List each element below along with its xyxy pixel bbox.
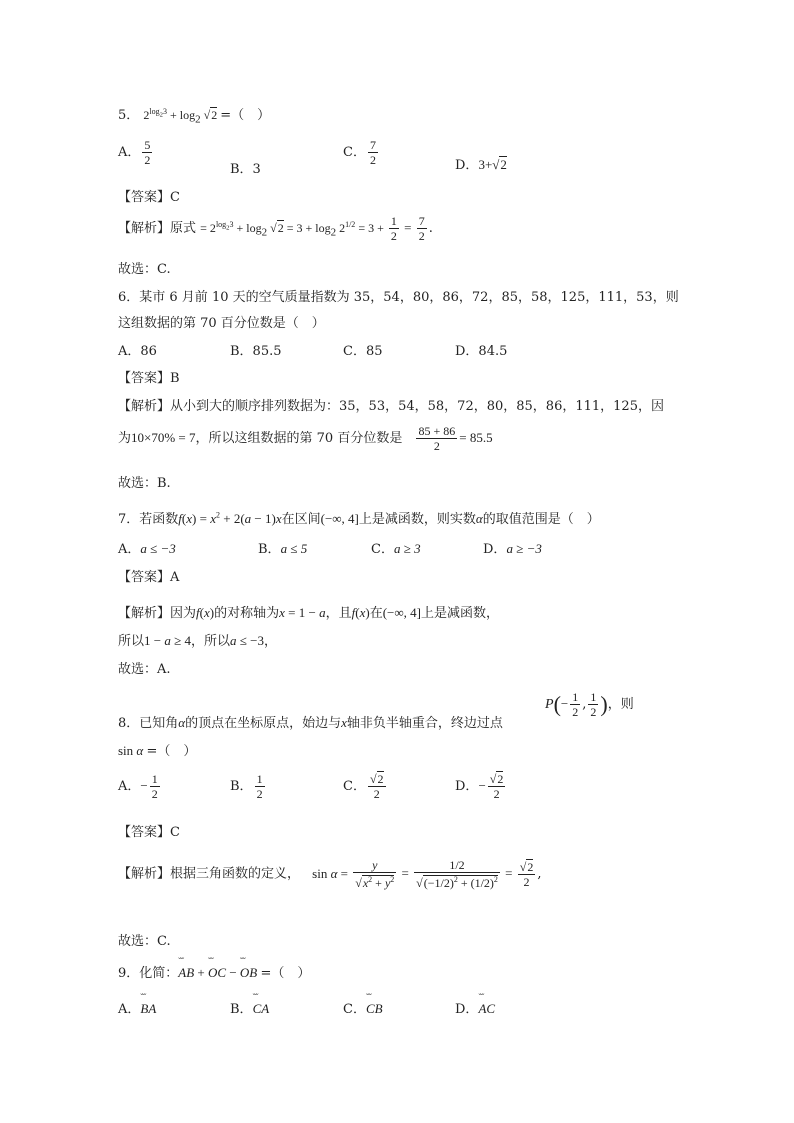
q5-answer: 【答案】C — [118, 190, 180, 205]
q9-option-a: A．˘˘˘ BA — [118, 998, 156, 1017]
q6-answer: 【答案】B — [118, 371, 180, 386]
q9-stem: 9．化简：˘˘˘ AB + ˘˘˘ OC − ˘˘˘ OB =（ ） — [118, 962, 310, 981]
q7-conclusion: 故选：A. — [118, 662, 171, 677]
q6-analysis-line2: 为10×70% = 7，所以这组数据的第 70 百分位数是 $\frac{85 + 86}{2}$ = 85.5 — [118, 424, 493, 453]
q7-analysis-line1: 【解析】因为f(x)的对称轴为x = 1 − a，且f(x)在(−∞, 4]上是减函数， — [118, 605, 499, 621]
q6-option-c: C．85 — [343, 344, 383, 359]
q6-option-b: B．85.5 — [230, 344, 282, 359]
q5-option-c: C． $\frac{7}{2}$ — [343, 138, 376, 167]
q6-analysis-line1: 【解析】从小到大的顺序排列数据为：35，53，54，58，72，80，85，86，111，125，因 — [118, 399, 664, 414]
q8-conclusion: 故选：C. — [118, 934, 171, 949]
q9-option-d: D．˘˘˘ AC — [455, 998, 495, 1017]
q8-option-a: A．− $\frac{1}{2}$ — [118, 772, 158, 801]
q6-stem-line1: 6．某市 6 月前 10 天的空气质量指数为 35，54，80，86，72，85，58，125，111，53，则 — [118, 290, 679, 305]
q9-option-b: B．˘˘˘ CA — [230, 998, 269, 1017]
q7-analysis-line2: 所以1 − a ≥ 4，所以a ≤ −3， — [118, 633, 277, 649]
q8-option-d: D．− $\frac{√2}{2}$ — [455, 772, 504, 801]
q7-option-c: C．a ≥ 3 — [371, 541, 421, 557]
q7-option-b: B．a ≤ 5 — [258, 541, 308, 557]
q9-option-c: C．˘˘˘ CB — [343, 998, 383, 1017]
q7-answer: 【答案】A — [118, 570, 180, 585]
q6-conclusion: 故选：B. — [118, 476, 171, 491]
q6-stem-line2: 这组数据的第 70 百分位数是（ ） — [118, 316, 325, 331]
q6-option-a: A．86 — [118, 344, 157, 359]
q5-conclusion: 故选：C. — [118, 262, 171, 277]
q5-option-a: A． $\frac{5}{2}$ — [118, 138, 151, 167]
q8-option-b: B． $\frac{1}{2}$ — [230, 772, 263, 801]
q8-stem-line2: sin α =（ ） — [118, 743, 197, 759]
q7-stem: 7．若函数$f(x) = x^2 + 2(a - 1)x$在区间(−∞, 4]上是减函数，则实数α的取值范围是（ ） — [118, 510, 600, 527]
q6-option-d: D．84.5 — [455, 344, 508, 359]
q8-answer: 【答案】C — [118, 825, 180, 840]
q5-analysis: 【解析】原式 = $2^{log_23} + \log_2 √2 = 3 + \log_2 2^{1/2} = 3$ + $\frac{1}{2}$ = $\frac{7}{2}$ . — [118, 214, 433, 243]
q8-stem-line1: 8．已知角α的顶点在坐标原点，始边与x轴非负半轴重合，终边过点 — [118, 715, 503, 731]
q5-option-b: B．3 — [230, 162, 261, 177]
q5-stem: 5． $2^{log_23} + \log_2 √2$ =（ ） — [118, 107, 271, 126]
q8-point-p: P(− $\frac{1}{2}$ , $\frac{1}{2}$ )，则 — [545, 690, 634, 719]
q8-option-c: C． $\frac{√2}{2}$ — [343, 772, 384, 801]
q5-option-d: D．3+√2 — [455, 157, 507, 173]
q7-option-d: D．a ≥ −3 — [483, 541, 542, 557]
q7-option-a: A．a ≤ −3 — [118, 541, 176, 557]
q8-analysis: 【解析】根据三角函数的定义， sin α = $\frac{y}{√x^2 + y^2}$ = $\frac{1/2}{√(-1/2)^2 + (1/2)^2}$ = $\frac{√2}{2}$ , — [118, 858, 542, 890]
